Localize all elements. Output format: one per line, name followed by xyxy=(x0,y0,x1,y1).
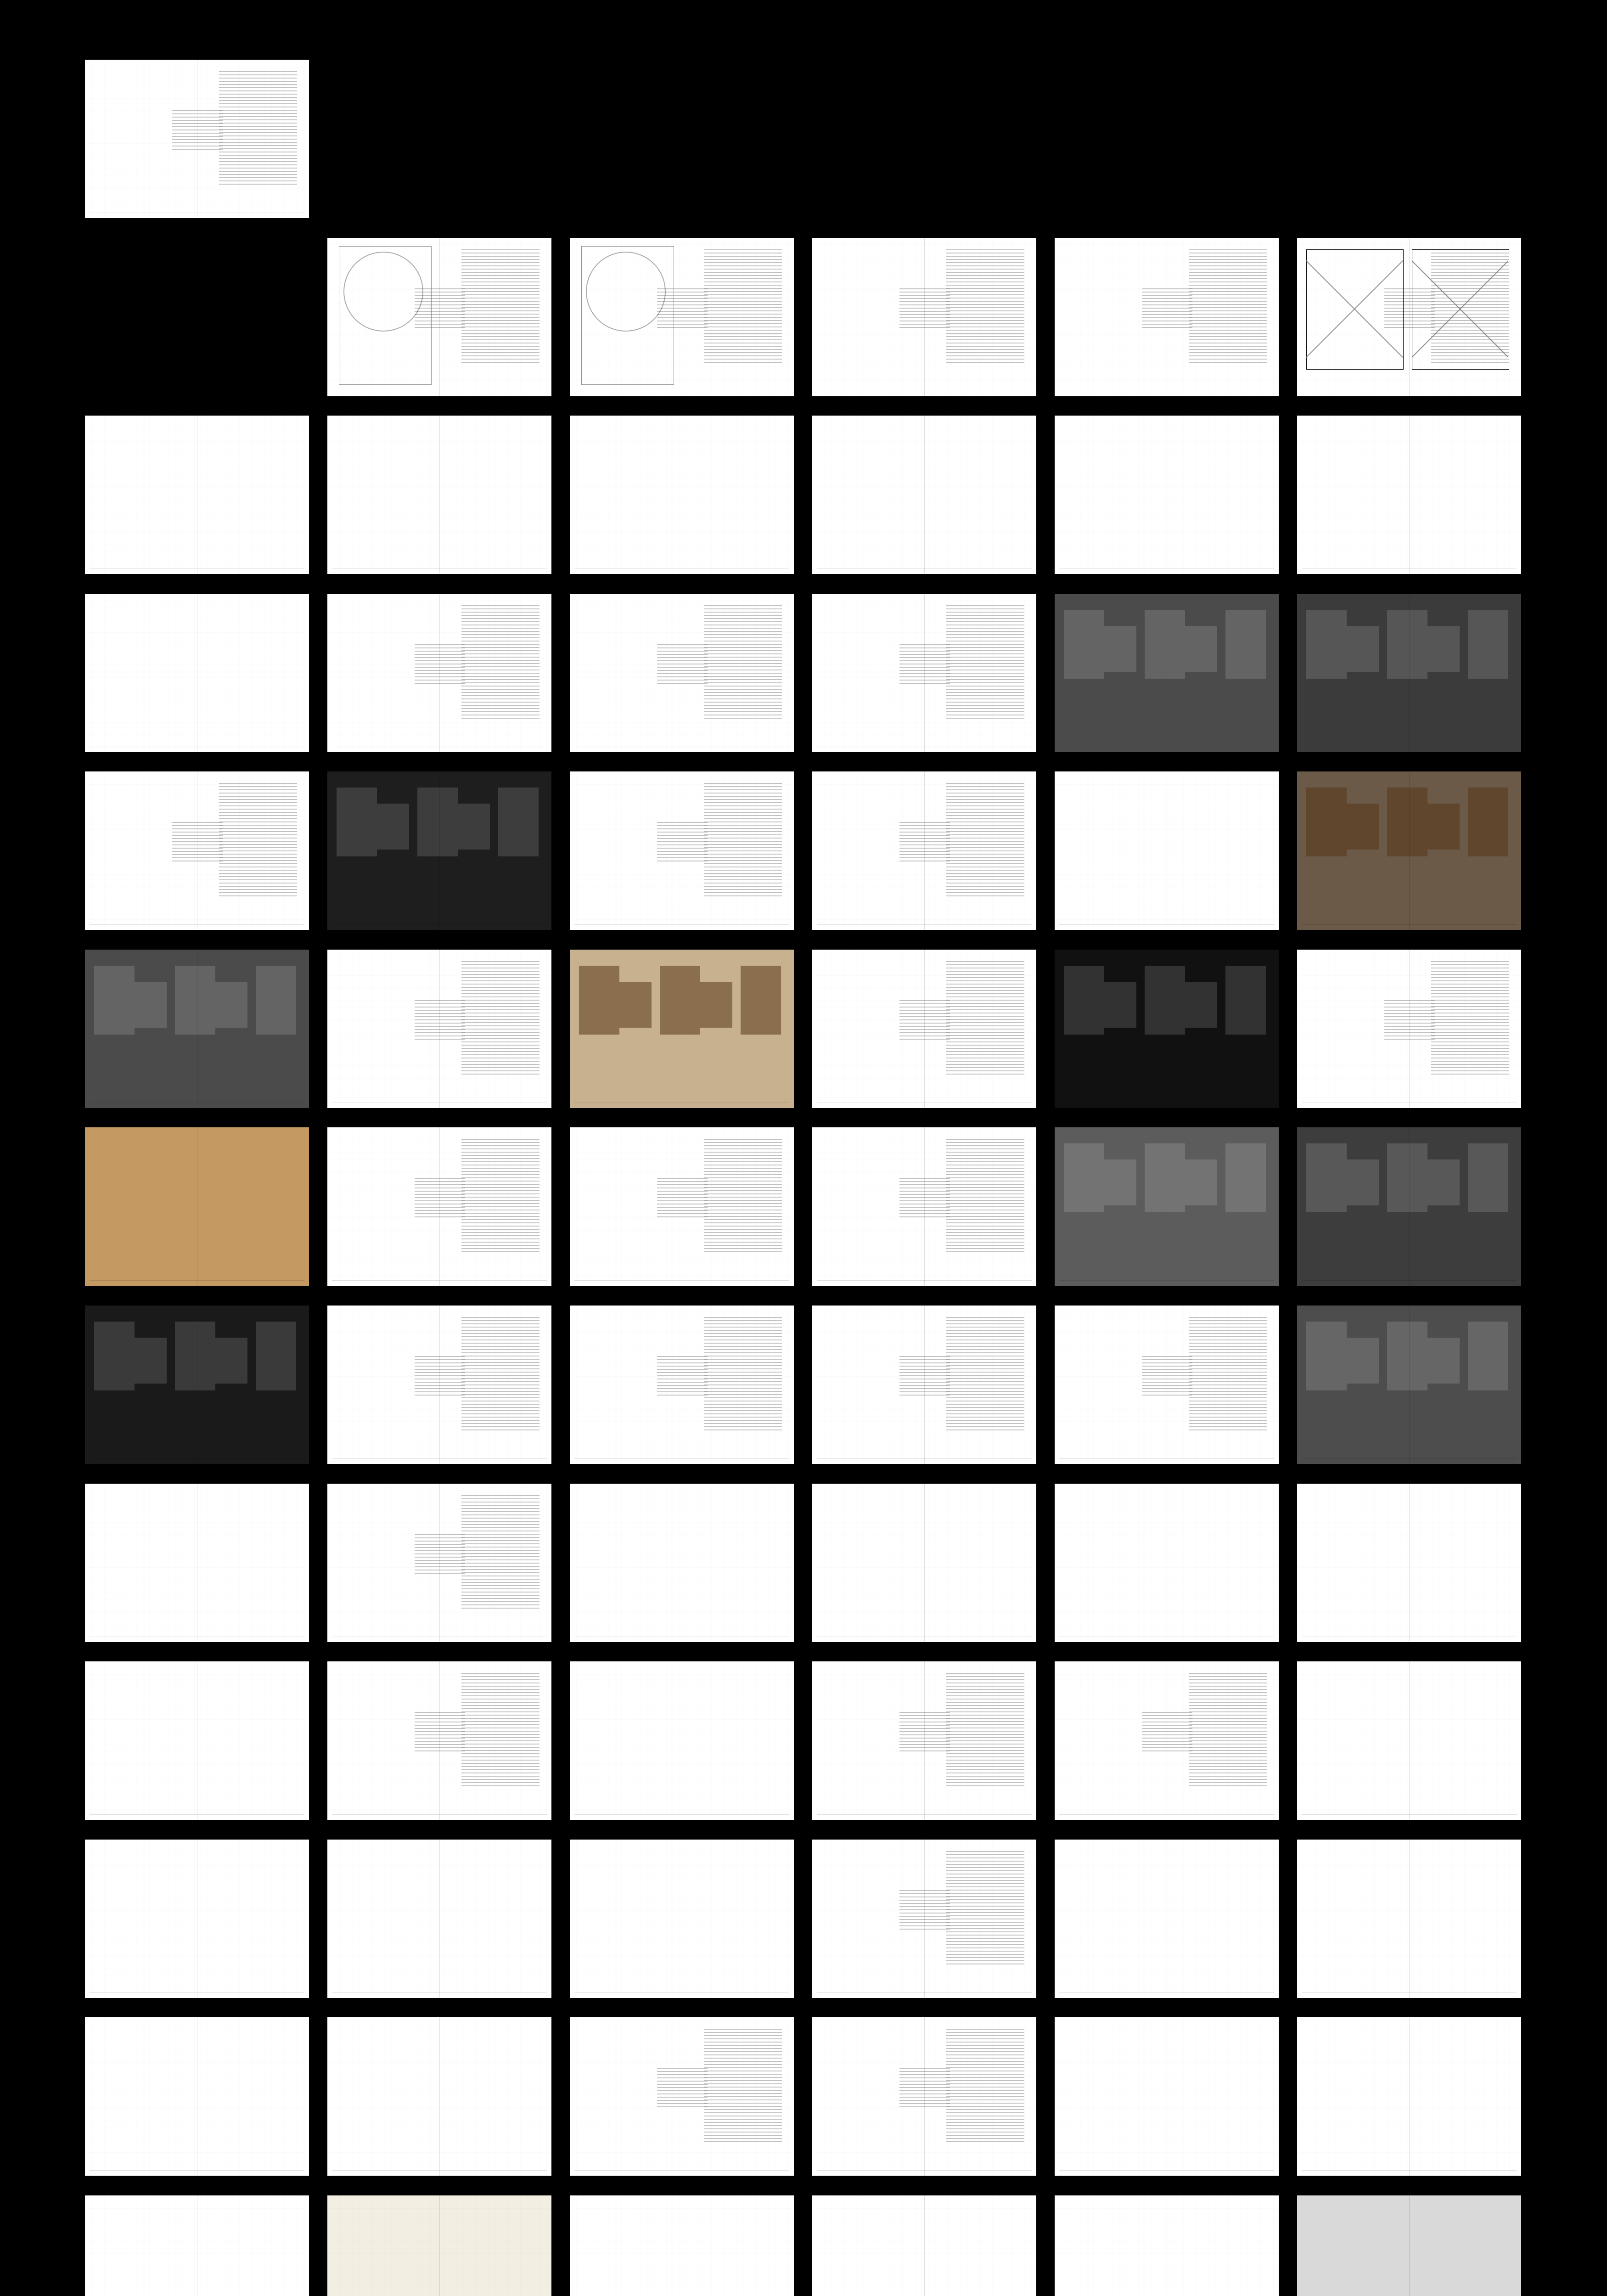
page-p56[interactable] xyxy=(327,1840,551,1998)
text-block xyxy=(704,605,782,720)
text-block xyxy=(946,961,1024,1076)
page-p66[interactable] xyxy=(1297,2017,1521,2176)
page-footer xyxy=(817,1458,1032,1461)
page-footer xyxy=(817,1637,1032,1639)
page-footer xyxy=(574,1280,789,1283)
text-block xyxy=(415,1000,465,1041)
page-p72[interactable] xyxy=(1297,2195,1521,2296)
text-block xyxy=(461,1317,539,1432)
page-footer xyxy=(574,391,789,393)
text-block xyxy=(946,783,1024,898)
page-footer xyxy=(1302,1280,1517,1283)
page-p6[interactable] xyxy=(1297,238,1521,396)
text-block xyxy=(899,644,950,686)
page-footer xyxy=(1302,1637,1517,1639)
specimen-glyph xyxy=(93,1492,301,1631)
page-p43[interactable] xyxy=(85,1484,309,1642)
page-p60[interactable] xyxy=(1297,1840,1521,1998)
image-block xyxy=(1064,966,1104,1035)
page-p16[interactable] xyxy=(812,594,1036,752)
page-p14[interactable] xyxy=(327,594,551,752)
specimen-glyph xyxy=(1305,1492,1513,1631)
page-p62[interactable] xyxy=(327,2017,551,2176)
page-footer xyxy=(332,1637,547,1639)
image-block xyxy=(1306,1322,1347,1390)
image-block xyxy=(1468,1143,1508,1212)
image-block xyxy=(1347,1338,1379,1384)
page-p51[interactable] xyxy=(570,1661,794,1820)
specimen-glyph xyxy=(578,2204,786,2296)
specimen-glyph xyxy=(578,1492,786,1631)
image-block xyxy=(619,982,652,1028)
specimen-glyph xyxy=(93,602,301,741)
image-block xyxy=(1104,1159,1136,1205)
image-block xyxy=(1145,966,1185,1035)
page-footer xyxy=(1059,2170,1274,2172)
page-footer xyxy=(817,568,1032,571)
specimen-glyph xyxy=(1305,1848,1513,1987)
text-block xyxy=(704,2029,782,2144)
page-footer xyxy=(332,1103,547,1105)
page-footer xyxy=(332,1280,547,1283)
text-block xyxy=(946,1851,1024,1966)
page-footer xyxy=(1302,391,1517,393)
page-footer xyxy=(90,568,304,571)
image-block xyxy=(215,1338,247,1384)
page-footer xyxy=(332,1814,547,1817)
page-p55[interactable] xyxy=(85,1840,309,1998)
text-block xyxy=(219,783,297,898)
image-block xyxy=(1145,610,1185,679)
image-block xyxy=(256,1322,296,1390)
page-p15[interactable] xyxy=(570,594,794,752)
specimen-glyph xyxy=(820,2204,1028,2296)
page-p45[interactable] xyxy=(570,1484,794,1642)
page-footer xyxy=(574,924,789,927)
page-footer xyxy=(817,924,1032,927)
page-footer xyxy=(332,1458,547,1461)
page-p39[interactable] xyxy=(570,1306,794,1464)
image-block xyxy=(377,804,409,850)
text-block xyxy=(899,1356,950,1397)
page-footer xyxy=(817,1814,1032,1817)
image-block xyxy=(1064,610,1104,679)
page-footer xyxy=(90,747,304,749)
page-footer xyxy=(1302,1458,1517,1461)
image-block xyxy=(1427,626,1460,672)
page-p47[interactable] xyxy=(1055,1484,1279,1642)
text-block xyxy=(172,110,223,152)
page-p52[interactable] xyxy=(812,1661,1036,1820)
page-footer xyxy=(574,1992,789,1995)
image-block xyxy=(256,966,296,1035)
image-block xyxy=(458,804,490,850)
text-block xyxy=(1142,1712,1192,1753)
image-block xyxy=(1468,610,1508,679)
text-block xyxy=(946,2029,1024,2144)
specimen-glyph xyxy=(1063,424,1270,563)
page-footer xyxy=(1302,747,1517,749)
page-p64[interactable] xyxy=(812,2017,1036,2176)
page-footer xyxy=(1059,391,1274,393)
page-footer xyxy=(574,2170,789,2172)
page-p31[interactable] xyxy=(85,1127,309,1286)
text-block xyxy=(415,1712,465,1753)
page-footer xyxy=(1302,2170,1517,2172)
page-footer xyxy=(1059,1814,1274,1817)
page-p19[interactable] xyxy=(85,771,309,930)
page-footer xyxy=(817,2170,1032,2172)
page-p42[interactable] xyxy=(1297,1306,1521,1464)
specimen-glyph xyxy=(578,424,786,563)
page-p3[interactable] xyxy=(570,238,794,396)
text-block xyxy=(946,1673,1024,1788)
page-p65[interactable] xyxy=(1055,2017,1279,2176)
page-p70[interactable] xyxy=(812,2195,1036,2296)
text-block xyxy=(899,288,950,330)
text-block xyxy=(461,1673,539,1788)
page-footer xyxy=(1302,1992,1517,1995)
text-block xyxy=(657,1178,708,1219)
image-block xyxy=(94,966,135,1035)
page-footer xyxy=(1059,1458,1274,1461)
text-block xyxy=(1189,1317,1267,1432)
image-block xyxy=(1387,788,1427,856)
image-block xyxy=(700,982,732,1028)
text-block xyxy=(899,1000,950,1041)
page-footer xyxy=(90,213,304,215)
image-block xyxy=(337,788,377,856)
page-footer xyxy=(332,2170,547,2172)
image-block xyxy=(1185,982,1217,1028)
image-block xyxy=(1347,804,1379,850)
text-block xyxy=(172,822,223,863)
image-block xyxy=(1185,626,1217,672)
page-footer xyxy=(1059,1280,1274,1283)
specimen-glyph xyxy=(578,1670,786,1809)
text-block xyxy=(899,1712,950,1753)
page-p27[interactable] xyxy=(570,950,794,1108)
text-block xyxy=(704,249,782,364)
specimen-glyph xyxy=(1305,1670,1513,1809)
page-p57[interactable] xyxy=(570,1840,794,1998)
text-block xyxy=(219,71,297,186)
page-footer xyxy=(817,747,1032,749)
page-footer xyxy=(332,568,547,571)
image-block xyxy=(1468,788,1508,856)
page-footer xyxy=(574,1458,789,1461)
image-block xyxy=(1104,626,1136,672)
page-p22[interactable] xyxy=(812,771,1036,930)
page-footer xyxy=(332,747,547,749)
image-block xyxy=(135,1338,167,1384)
text-block xyxy=(415,1178,465,1219)
page-p5[interactable] xyxy=(1055,238,1279,396)
image-block xyxy=(215,982,247,1028)
page-p48[interactable] xyxy=(1297,1484,1521,1642)
image-block xyxy=(1306,1143,1347,1212)
page-footer xyxy=(90,1992,304,1995)
page-footer xyxy=(817,391,1032,393)
text-block xyxy=(946,605,1024,720)
image-block xyxy=(660,966,700,1035)
page-p18[interactable] xyxy=(1297,594,1521,752)
page-p13[interactable] xyxy=(85,594,309,752)
image-block xyxy=(1225,610,1266,679)
construction-circle xyxy=(586,252,666,332)
page-p59[interactable] xyxy=(1055,1840,1279,1998)
image-block xyxy=(741,966,781,1035)
text-block xyxy=(461,1495,539,1610)
image-block xyxy=(1306,610,1347,679)
image-block xyxy=(1104,982,1136,1028)
image-block xyxy=(1347,1159,1379,1205)
page-footer xyxy=(574,1103,789,1105)
text-block xyxy=(415,1356,465,1397)
page-p29[interactable] xyxy=(1055,950,1279,1108)
image-block xyxy=(1064,1143,1104,1212)
text-block xyxy=(1142,1356,1192,1397)
page-footer xyxy=(574,568,789,571)
page-footer xyxy=(1059,568,1274,571)
page-p37[interactable] xyxy=(85,1306,309,1464)
page-p67[interactable] xyxy=(85,2195,309,2296)
page-p54[interactable] xyxy=(1297,1661,1521,1820)
page-p17[interactable] xyxy=(1055,594,1279,752)
page-p24[interactable] xyxy=(1297,771,1521,930)
page-p49[interactable] xyxy=(85,1661,309,1820)
page-footer xyxy=(1059,1103,1274,1105)
page-footer xyxy=(817,1103,1032,1105)
page-p41[interactable] xyxy=(1055,1306,1279,1464)
page-p2[interactable] xyxy=(327,238,551,396)
page-p8[interactable] xyxy=(327,416,551,574)
page-p38[interactable] xyxy=(327,1306,551,1464)
page-p26[interactable] xyxy=(327,950,551,1108)
page-p101[interactable] xyxy=(85,60,309,218)
page-p53[interactable] xyxy=(1055,1661,1279,1820)
page-p34[interactable] xyxy=(812,1127,1036,1286)
page-p28[interactable] xyxy=(812,950,1036,1108)
page-p40[interactable] xyxy=(812,1306,1036,1464)
image-block xyxy=(1468,1322,1508,1390)
image-block xyxy=(1387,1322,1427,1390)
specimen-glyph xyxy=(578,1848,786,1987)
text-block xyxy=(461,249,539,364)
text-block xyxy=(946,1139,1024,1254)
specimen-glyph xyxy=(93,424,301,563)
page-p63[interactable] xyxy=(570,2017,794,2176)
page-p4[interactable] xyxy=(812,238,1036,396)
specimen-glyph xyxy=(93,2026,301,2165)
page-footer xyxy=(332,391,547,393)
text-block xyxy=(704,783,782,898)
image-block xyxy=(135,982,167,1028)
specimen-glyph xyxy=(1063,2026,1270,2165)
specimen-glyph xyxy=(820,1492,1028,1631)
page-p68[interactable] xyxy=(327,2195,551,2296)
page-footer xyxy=(332,1992,547,1995)
image-block xyxy=(1306,788,1347,856)
specimen-glyph xyxy=(93,2204,301,2296)
text-block xyxy=(657,644,708,686)
text-block xyxy=(657,822,708,863)
image-block xyxy=(1225,966,1266,1035)
page-footer xyxy=(90,1103,304,1105)
image-block xyxy=(1185,1159,1217,1205)
image-block xyxy=(498,788,539,856)
text-block xyxy=(461,605,539,720)
specimen-glyph xyxy=(336,1848,543,1987)
page-footer xyxy=(90,1637,304,1639)
page-p10[interactable] xyxy=(812,416,1036,574)
text-block xyxy=(1189,1673,1267,1788)
page-p30[interactable] xyxy=(1297,950,1521,1108)
page-p33[interactable] xyxy=(570,1127,794,1286)
text-block xyxy=(1431,961,1509,1076)
text-block xyxy=(946,249,1024,364)
image-block xyxy=(417,788,458,856)
page-footer xyxy=(574,1814,789,1817)
image-block xyxy=(1427,1159,1460,1205)
text-block xyxy=(461,1139,539,1254)
page-p50[interactable] xyxy=(327,1661,551,1820)
page-p9[interactable] xyxy=(570,416,794,574)
page-footer xyxy=(1059,1992,1274,1995)
specimen-glyph xyxy=(1063,1492,1270,1631)
page-p23[interactable] xyxy=(1055,771,1279,930)
page-p71[interactable] xyxy=(1055,2195,1279,2296)
page-p7[interactable] xyxy=(85,416,309,574)
page-p11[interactable] xyxy=(1055,416,1279,574)
page-p44[interactable] xyxy=(327,1484,551,1642)
page-p21[interactable] xyxy=(570,771,794,930)
text-block xyxy=(704,1317,782,1432)
image-block xyxy=(175,966,215,1035)
page-footer xyxy=(90,1280,304,1283)
text-block xyxy=(1142,288,1192,330)
page-p12[interactable] xyxy=(1297,416,1521,574)
page-footer xyxy=(90,924,304,927)
text-block xyxy=(899,1890,950,1931)
construction-diagonal xyxy=(1412,249,1508,369)
construction-circle xyxy=(343,252,423,332)
text-block xyxy=(899,822,950,863)
specimen-glyph xyxy=(820,424,1028,563)
page-footer xyxy=(1302,1814,1517,1817)
specimen-glyph xyxy=(93,1670,301,1809)
page-footer xyxy=(90,1814,304,1817)
specimen-glyph xyxy=(336,2026,543,2165)
page-p46[interactable] xyxy=(812,1484,1036,1642)
page-footer xyxy=(1059,924,1274,927)
image-block xyxy=(1145,1143,1185,1212)
page-p61[interactable] xyxy=(85,2017,309,2176)
construction-diagonal xyxy=(1306,249,1403,369)
specimen-glyph xyxy=(1305,2026,1513,2165)
text-block xyxy=(1384,1000,1435,1041)
page-footer xyxy=(574,747,789,749)
text-block xyxy=(946,1317,1024,1432)
page-p32[interactable] xyxy=(327,1127,551,1286)
page-footer xyxy=(1302,1103,1517,1105)
image-block xyxy=(1427,1338,1460,1384)
page-footer xyxy=(1302,568,1517,571)
text-block xyxy=(415,644,465,686)
page-p25[interactable] xyxy=(85,950,309,1108)
page-footer xyxy=(817,1992,1032,1995)
page-footer xyxy=(1302,924,1517,927)
specimen-glyph xyxy=(1063,2204,1270,2296)
image-block xyxy=(1387,610,1427,679)
specimen-glyph xyxy=(1063,780,1270,919)
image-block xyxy=(579,966,619,1035)
specimen-glyph xyxy=(1305,424,1513,563)
page-footer xyxy=(1059,747,1274,749)
image-block xyxy=(94,1322,135,1390)
image-block xyxy=(1347,626,1379,672)
page-p20[interactable] xyxy=(327,771,551,930)
page-footer xyxy=(90,1458,304,1461)
page-footer xyxy=(817,1280,1032,1283)
specimen-glyph xyxy=(336,2204,543,2296)
text-block xyxy=(899,1178,950,1219)
image-block xyxy=(1387,1143,1427,1212)
page-footer xyxy=(574,1637,789,1639)
specimen-glyph xyxy=(93,1136,301,1275)
page-p69[interactable] xyxy=(570,2195,794,2296)
page-p58[interactable] xyxy=(812,1840,1036,1998)
page-footer xyxy=(90,2170,304,2172)
specimen-glyph xyxy=(1063,1848,1270,1987)
page-footer xyxy=(1059,1637,1274,1639)
image-block xyxy=(1225,1143,1266,1212)
text-block xyxy=(1189,249,1267,364)
text-block xyxy=(899,2068,950,2109)
text-block xyxy=(704,1139,782,1254)
page-footer xyxy=(332,924,547,927)
text-block xyxy=(461,961,539,1076)
image-block xyxy=(1427,804,1460,850)
text-block xyxy=(657,2068,708,2109)
page-p36[interactable] xyxy=(1297,1127,1521,1286)
specimen-glyph xyxy=(336,424,543,563)
specimen-glyph xyxy=(93,1848,301,1987)
specimen-glyph xyxy=(1305,2204,1513,2296)
page-p35[interactable] xyxy=(1055,1127,1279,1286)
text-block xyxy=(657,1356,708,1397)
image-block xyxy=(175,1322,215,1390)
text-block xyxy=(415,1534,465,1576)
